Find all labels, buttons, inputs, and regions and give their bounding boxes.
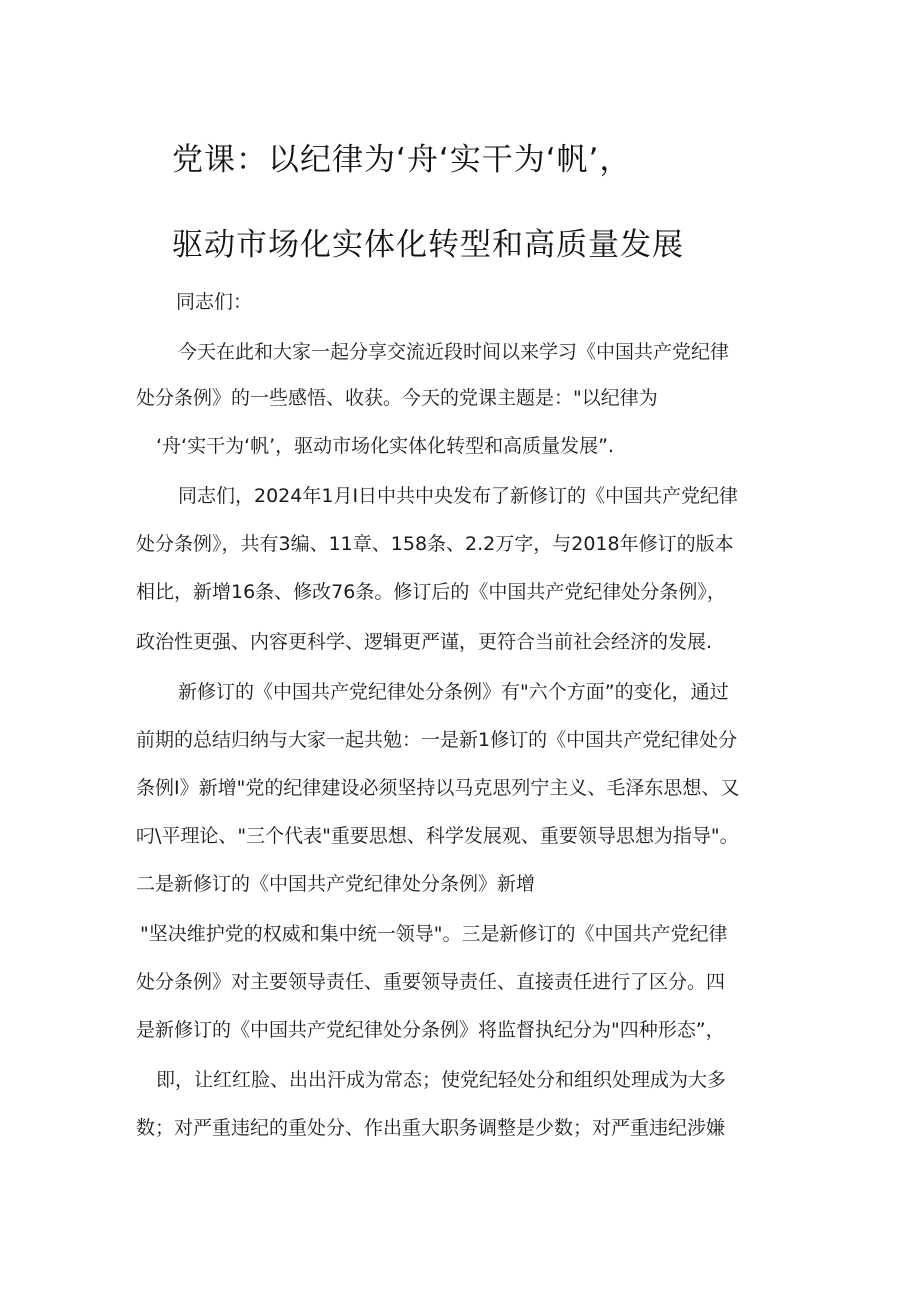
document-title-line-1: 党课：以纪律为‘舟‘实干为‘帆’， [172,142,632,178]
body-text-line: 即，让红红脸、出出汗成为常态；使党纪轻处分和组织处理成为大多 [156,1069,727,1091]
salutation-line: 同志们： [176,291,253,313]
body-text-line: 二是新修订的《中国共产党纪律处分条例》新增 [136,873,536,895]
body-text-line: "坚决维护党的权威和集中统一领导"。三是新修订的《中国共产党纪律 [140,923,728,945]
body-text-line: 今天在此和大家一起分享交流近段时间以来学习《中国共产党纪律 [178,341,730,363]
body-text-line: 新修订的《中国共产党纪律处分条例》有"六个方面”的变化，通过 [178,681,729,703]
body-text-line: ‘舟‘实干为‘帆’，驱动市场化实体化转型和高质量发展”. [156,435,615,457]
body-text-line: 数；对严重违纪的重处分、作出重大职务调整是少数；对严重违纪涉嫌 [136,1117,726,1139]
body-text-line: 条例I》新增"党的纪律建设必须坚持以马克思列宁主义、毛泽东思想、又 [136,777,740,799]
body-text-line: 相比，新增16条、修改76条。修订后的《中国共产党纪律处分条例》， [136,581,726,603]
body-text-line: 处分条例》的一些感悟、收获。今天的党课主题是："以纪律为 [136,387,658,409]
body-text-line: 同志们，2024年1月I日中共中央发布了新修订的《中国共产党纪律 [178,485,739,507]
body-text-line: 处分条例》对主要领导责任、重要领导责任、直接责任进行了区分。四 [136,971,726,993]
body-text-line: 是新修订的《中国共产党纪律处分条例》将监督执纪分为"四种形态”， [136,1019,725,1041]
body-text-line: 政治性更强、内容更科学、逻辑更严谨，更符合当前社会经济的发展. [136,631,713,653]
body-text-line: 叼\平理论、"三个代表"重要思想、科学发展观、重要领导思想为指导"。 [136,825,739,847]
document-title-line-2: 驱动市场化实体化转型和高质量发展 [172,227,684,263]
body-text-line: 处分条例》，共有3编、11章、158条、2.2万字，与2018年修订的版本 [136,533,734,555]
body-text-line: 前期的总结归纳与大家一起共勉：一是新1修订的《中国共产党纪律处分 [136,729,738,751]
